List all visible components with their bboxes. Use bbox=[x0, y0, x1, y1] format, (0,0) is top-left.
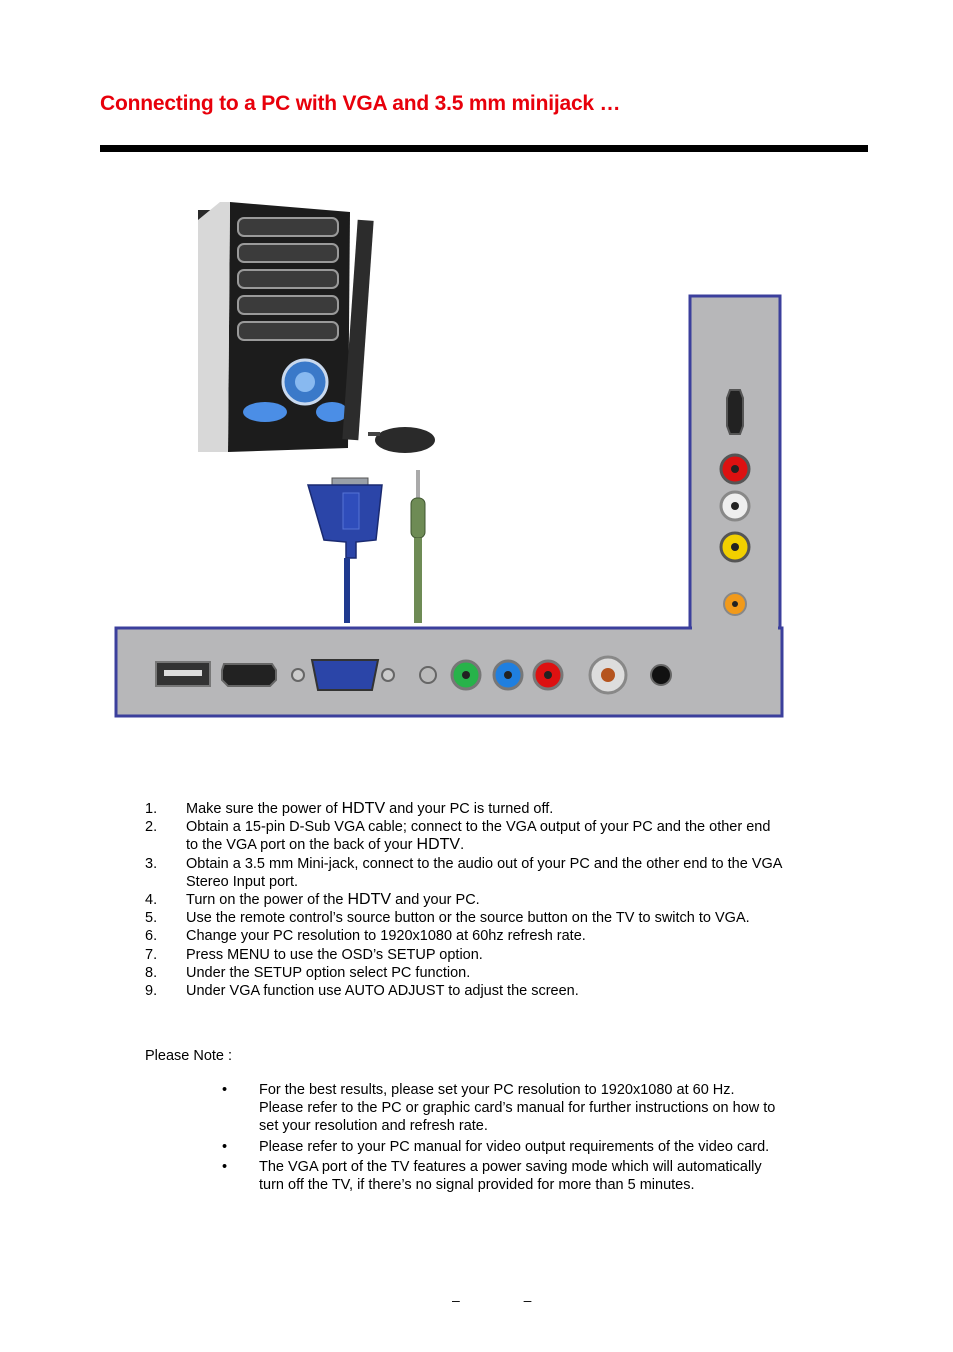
vga-audio-port-icon bbox=[420, 667, 436, 683]
headphone-port-icon bbox=[651, 665, 671, 685]
note-text: For the best results, please set your PC resolution to 1920x1080 at 60 Hz. Please refer to the PC or graphic card’s manual for further instructions on how to set your resolution and refresh rate. bbox=[259, 1082, 776, 1135]
step-number: 7. bbox=[145, 946, 158, 963]
step-number: 3. bbox=[145, 855, 158, 872]
step-item bbox=[145, 946, 785, 964]
connection-diagram bbox=[110, 190, 790, 725]
step-number: 8. bbox=[145, 964, 158, 981]
step-item bbox=[145, 964, 785, 982]
step-item bbox=[145, 818, 785, 854]
tv-bottom-panel bbox=[116, 628, 782, 716]
step-text: Make sure the power of bbox=[186, 801, 342, 817]
step-item bbox=[145, 909, 785, 927]
step-text-end: and your PC. bbox=[391, 892, 480, 909]
instruction-steps bbox=[145, 800, 785, 1000]
step-text: Use the remote control’s source button or the source button on the TV to switch to VGA. bbox=[186, 910, 750, 927]
page-number: – – bbox=[452, 1292, 562, 1308]
step-text: Change your PC resolution to 1920x1080 at 60hz refresh rate. bbox=[186, 928, 586, 945]
page-title: Connecting to a PC with VGA and 3.5 mm minijack … bbox=[100, 92, 621, 115]
note-item bbox=[222, 1081, 782, 1136]
bullet-icon: • bbox=[222, 1138, 228, 1155]
note-heading: Please Note : bbox=[145, 1048, 233, 1064]
step-number: 1. bbox=[145, 801, 158, 817]
step-hdtv: HDTV bbox=[341, 800, 386, 817]
note-list bbox=[222, 1081, 782, 1196]
step-text: Press MENU to use the OSD’s SETUP option. bbox=[186, 946, 483, 963]
pc-tower-image bbox=[198, 202, 435, 453]
step-text: Under VGA function use AUTO ADJUST to adjust the screen. bbox=[186, 983, 579, 1000]
hdmi-port-icon bbox=[222, 664, 276, 686]
step-item bbox=[145, 855, 785, 891]
bullet-icon: • bbox=[222, 1158, 228, 1175]
vga-cable-image bbox=[308, 478, 382, 623]
step-number: 2. bbox=[145, 819, 158, 836]
step-number: 6. bbox=[145, 928, 158, 945]
side-hdmi-port-icon bbox=[727, 390, 743, 434]
minijack-cable-image bbox=[411, 470, 425, 623]
note-text: The VGA port of the TV features a power saving mode which will automatically turn off the TV, if there’s no signal provided for more than 5 minutes. bbox=[259, 1158, 762, 1194]
step-item bbox=[145, 982, 785, 1000]
step-text-end: and your PC is turned off. bbox=[385, 801, 554, 817]
note-text: Please refer to your PC manual for video output requirements of the video card. bbox=[259, 1138, 770, 1155]
step-number: 4. bbox=[145, 892, 158, 909]
vga-port-icon bbox=[312, 660, 378, 690]
step-number: 9. bbox=[145, 983, 158, 1000]
bullet-icon: • bbox=[222, 1082, 228, 1098]
step-text: Turn on the power of the bbox=[186, 892, 348, 909]
step-text: Under the SETUP option select PC function. bbox=[186, 964, 471, 981]
step-text: Obtain a 15-pin D-Sub VGA cable; connect to the VGA output of your PC and the other end to the VGA port on the back of your bbox=[186, 819, 771, 854]
note-item bbox=[222, 1158, 782, 1194]
step-item bbox=[145, 927, 785, 945]
step-item bbox=[145, 891, 785, 909]
step-item bbox=[145, 800, 785, 818]
step-number: 5. bbox=[145, 910, 158, 927]
step-hdtv: HDTV bbox=[347, 891, 392, 909]
step-text: Obtain a 3.5 mm Mini-jack, connect to the audio out of your PC and the other end to the VGA Stereo Input port. bbox=[186, 855, 782, 890]
title-rule bbox=[100, 145, 868, 152]
step-hdtv: HDTV bbox=[416, 836, 461, 854]
note-item bbox=[222, 1138, 782, 1156]
step-text-end: . bbox=[460, 837, 465, 854]
